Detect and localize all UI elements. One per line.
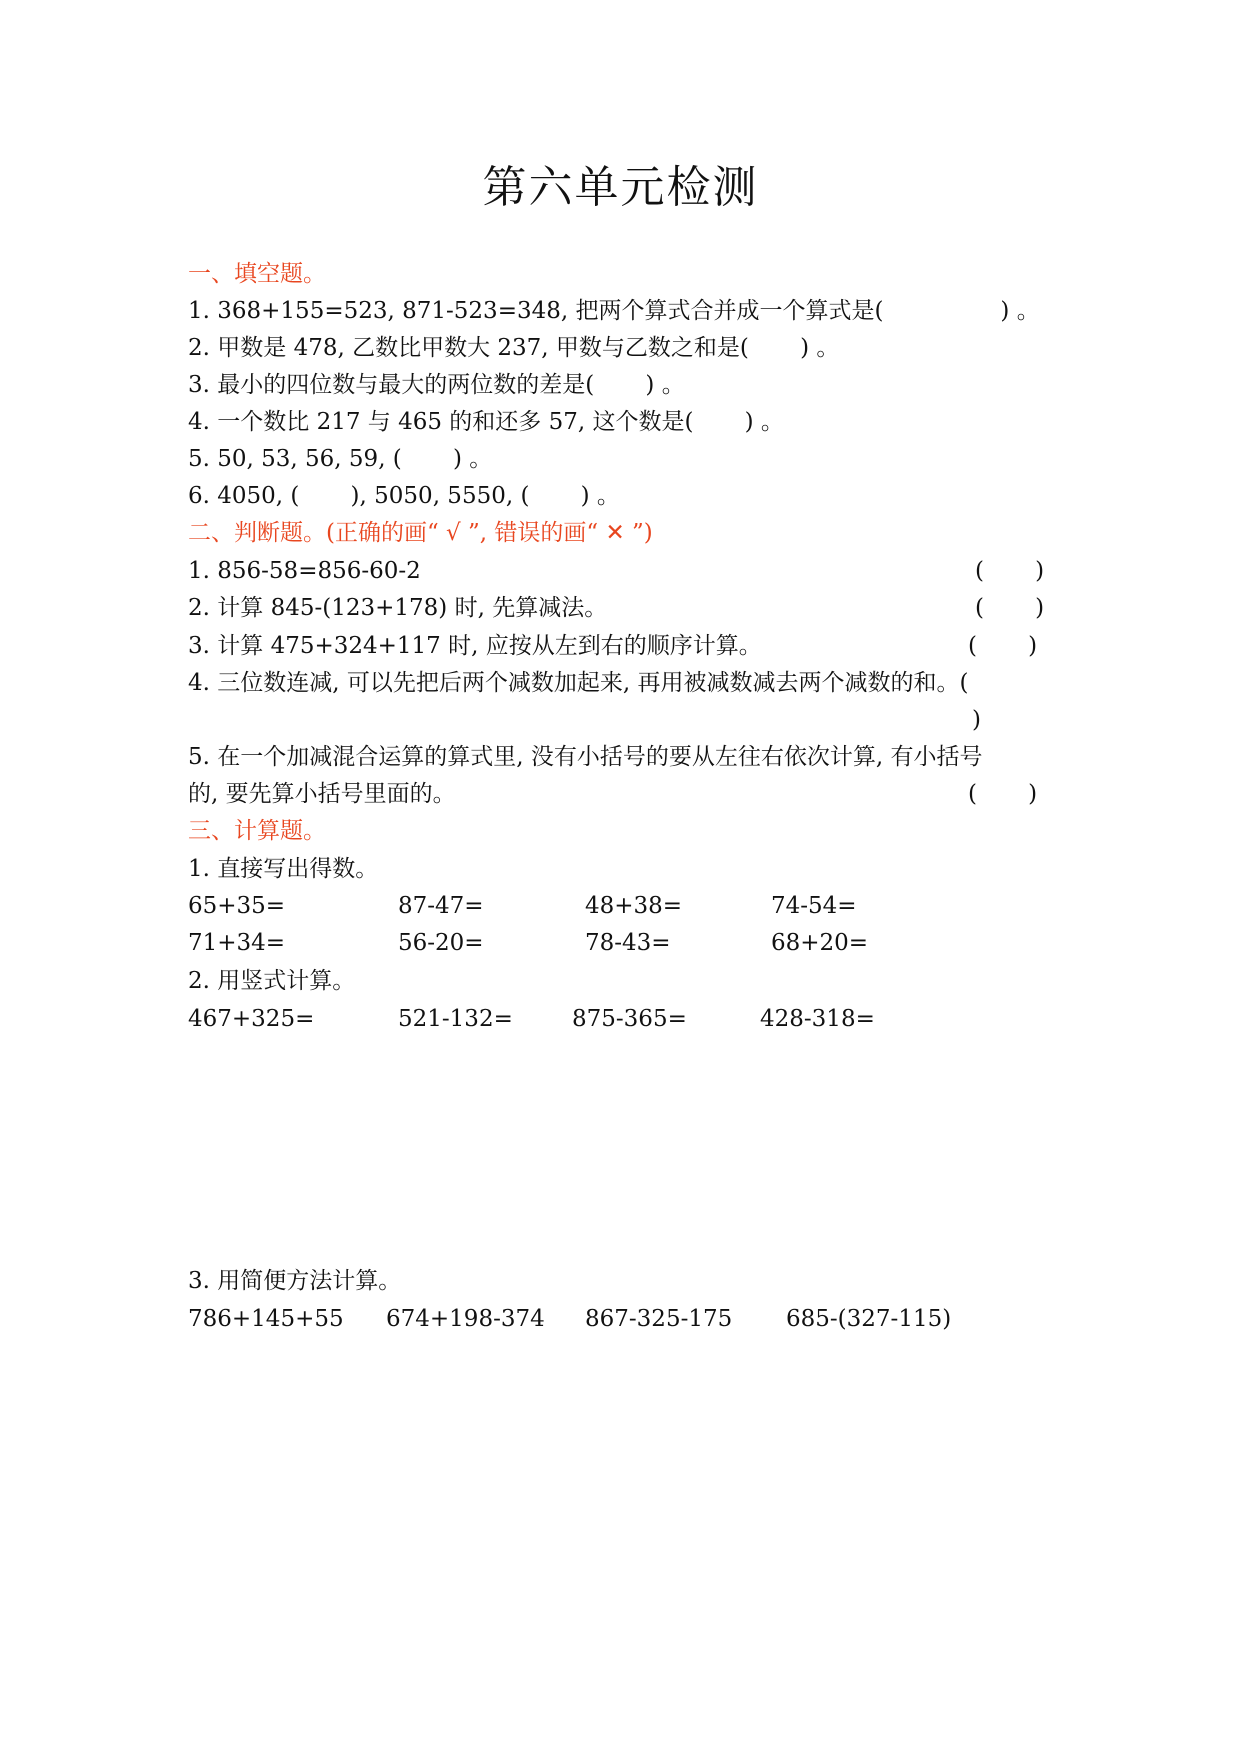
judge-item-1: 1. 856-58=856-60-2 xyxy=(188,558,421,584)
direct-problem: 65+35= xyxy=(188,893,286,919)
direct-problem: 71+34= xyxy=(188,930,286,956)
fill-item-5: 5. 50, 53, 56, 59, ( ) 。 xyxy=(188,446,493,472)
judge-answer-paren-2: ( ) xyxy=(975,595,1045,621)
simple-problem: 786+145+55 xyxy=(188,1306,344,1332)
vertical-problem: 467+325= xyxy=(188,1006,315,1032)
judge-answer-paren-3: ( ) xyxy=(968,633,1038,659)
calc-sub3-label: 3. 用简便方法计算。 xyxy=(188,1268,402,1294)
fill-item-4: 4. 一个数比 217 与 465 的和还多 57, 这个数是( ) 。 xyxy=(188,409,784,435)
fill-item-3: 3. 最小的四位数与最大的两位数的差是( ) 。 xyxy=(188,372,685,398)
direct-problem: 48+38= xyxy=(585,893,683,919)
simple-problem: 674+198-374 xyxy=(386,1306,545,1332)
page-title: 第六单元检测 xyxy=(482,162,759,213)
judge-item-5-line-2: 的, 要先算小括号里面的。 xyxy=(188,781,456,807)
judge-answer-paren-1: ( ) xyxy=(975,558,1045,584)
calc-sub2-label: 2. 用竖式计算。 xyxy=(188,968,356,994)
section-fill-heading: 一、填空题。 xyxy=(188,261,326,287)
vertical-problem: 428-318= xyxy=(760,1006,875,1032)
calc-sub1-label: 1. 直接写出得数。 xyxy=(188,856,379,882)
judge-item-2: 2. 计算 845-(123+178) 时, 先算减法。 xyxy=(188,595,608,621)
judge-item-3: 3. 计算 475+324+117 时, 应按从左到右的顺序计算。 xyxy=(188,633,762,659)
direct-problem: 78-43= xyxy=(585,930,671,956)
vertical-problem: 875-365= xyxy=(572,1006,687,1032)
vertical-problem: 521-132= xyxy=(398,1006,513,1032)
direct-problem: 87-47= xyxy=(398,893,484,919)
section-judge-heading: 二、判断题。(正确的画“ √ ”, 错误的画“ ✕ ”) xyxy=(188,520,653,546)
judge-item-5-line-1: 5. 在一个加减混合运算的算式里, 没有小括号的要从左往右依次计算, 有小括号 xyxy=(188,744,983,770)
judge-answer-paren-5: ( ) xyxy=(968,781,1038,807)
fill-item-2: 2. 甲数是 478, 乙数比甲数大 237, 甲数与乙数之和是( ) 。 xyxy=(188,335,840,361)
judge-item-4: 4. 三位数连减, 可以先把后两个减数加起来, 再用被减数减去两个减数的和。( xyxy=(188,670,969,696)
direct-problem: 68+20= xyxy=(771,930,869,956)
section-calc-heading: 三、计算题。 xyxy=(188,818,326,844)
fill-item-6: 6. 4050, ( ), 5050, 5550, ( ) 。 xyxy=(188,483,620,509)
simple-problem: 685-(327-115) xyxy=(786,1306,952,1332)
simple-problem: 867-325-175 xyxy=(585,1306,733,1332)
direct-problem: 74-54= xyxy=(771,893,857,919)
judge-answer-paren-4-close: ) xyxy=(972,707,981,733)
fill-item-1: 1. 368+155=523, 871-523=348, 把两个算式合并成一个算式是( ) 。 xyxy=(188,298,1040,324)
direct-problem: 56-20= xyxy=(398,930,484,956)
